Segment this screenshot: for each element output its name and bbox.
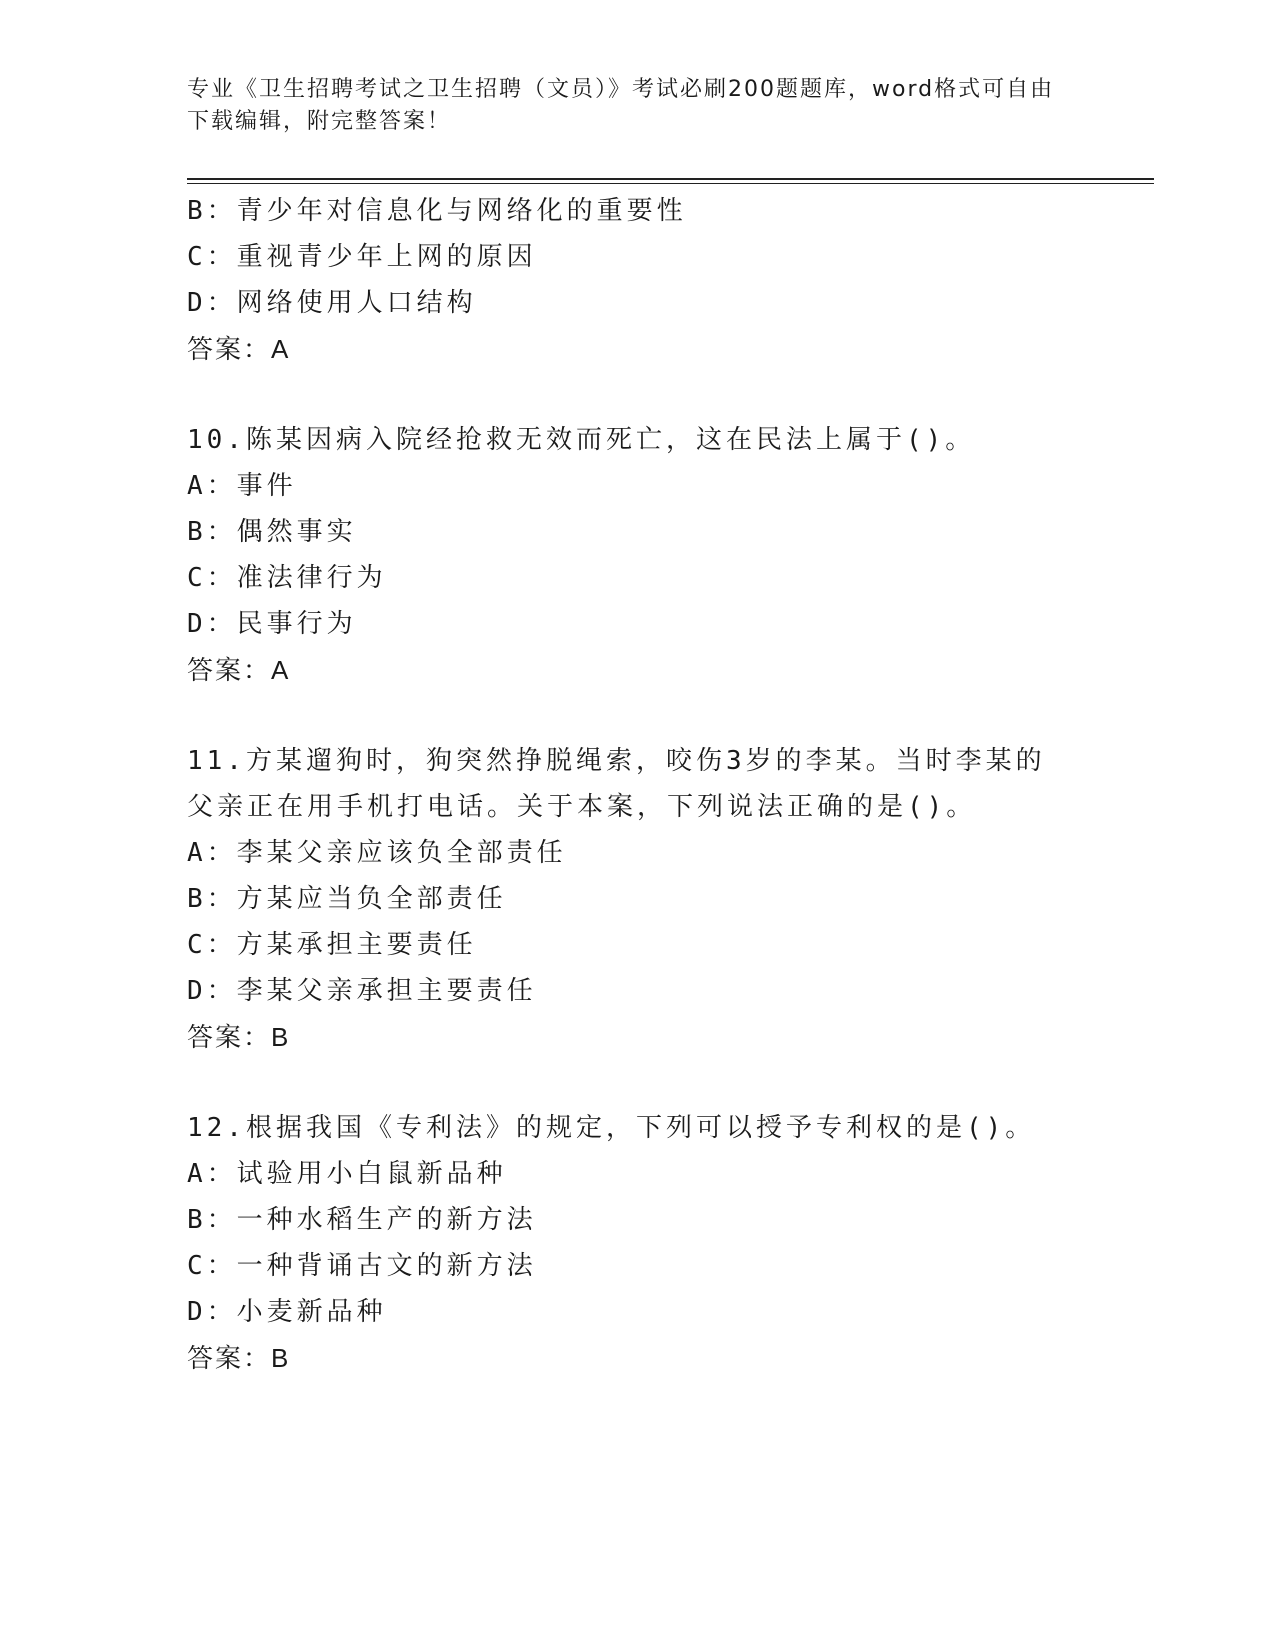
- question-text: 10.陈某因病入院经抢救无效而死亡，这在民法上属于()。: [187, 425, 976, 455]
- option-c: C：方某承担主要责任: [187, 930, 477, 960]
- option-a: A：李某父亲应该负全部责任: [187, 838, 567, 868]
- header-rule-thick: [187, 178, 1154, 180]
- option-b: B：青少年对信息化与网络化的重要性: [187, 196, 687, 226]
- answer-label: 答案：B: [187, 1022, 291, 1052]
- option-a: A：试验用小白鼠新品种: [187, 1159, 507, 1189]
- document-header: 专业《卫生招聘考试之卫生招聘（文员）》考试必刷200题题库，word格式可自由下载编辑，附完整答案！: [187, 77, 1055, 134]
- option-d: D：网络使用人口结构: [187, 288, 477, 318]
- question-text: 11.方某遛狗时，狗突然挣脱绳索，咬伤3岁的李某。当时李某的父亲正在用手机打电话。关于本案，下列说法正确的是()。: [187, 746, 1046, 822]
- option-d: D：李某父亲承担主要责任: [187, 976, 537, 1006]
- question-list: [187, 188, 1087, 1381]
- option-a: A：事件: [187, 471, 297, 501]
- question-block-11: [187, 738, 1087, 1060]
- question-block-12: [187, 1105, 1087, 1381]
- option-c: C：重视青少年上网的原因: [187, 242, 537, 272]
- question-block-10: [187, 417, 1087, 693]
- question-text: 12.根据我国《专利法》的规定，下列可以授予专利权的是()。: [187, 1113, 1036, 1143]
- option-c: C：准法律行为: [187, 563, 387, 593]
- option-d: D：民事行为: [187, 609, 357, 639]
- answer-label: 答案：A: [187, 655, 291, 685]
- option-c: C：一种背诵古文的新方法: [187, 1251, 537, 1281]
- option-b: B：偶然事实: [187, 517, 357, 547]
- option-b: B：一种水稻生产的新方法: [187, 1205, 537, 1235]
- option-b: B：方某应当负全部责任: [187, 884, 507, 914]
- header-rule-thin: [187, 183, 1154, 184]
- answer-label: 答案：A: [187, 334, 291, 364]
- answer-label: 答案：B: [187, 1343, 291, 1373]
- option-d: D：小麦新品种: [187, 1297, 387, 1327]
- question-block-9: [187, 188, 1087, 372]
